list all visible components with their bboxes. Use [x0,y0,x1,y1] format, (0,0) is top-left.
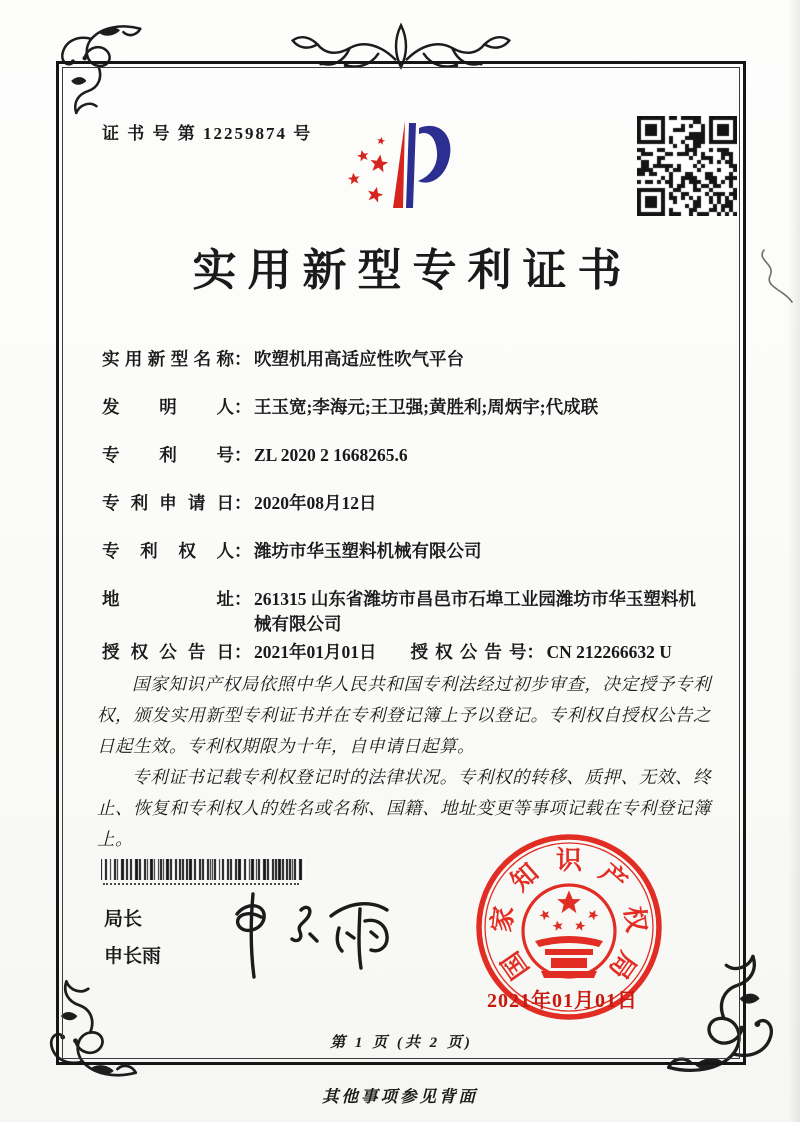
field-row-patent-number [102,443,703,468]
field-colon: ： [234,589,252,609]
field-colon: ： [234,541,252,561]
field-value: 王玉宽;李海元;王卫强;黄胜利;周炳宇;代成联 [254,397,599,417]
field-value: 2020年08月12日 [254,493,377,513]
field-label: 专利申请日 [102,493,234,513]
grant-date-value: 2021年01月01日 [254,642,377,662]
grant-number-label: 授权公告号 [410,642,527,662]
director-block [104,908,161,969]
legal-paragraph-2: 专利证书记载专利权登记时的法律状况。专利权的转移、质押、无效、终止、恢复和专利权人的姓名或名称、国籍、地址变更等事项记载在专利登记簿上。 [97,767,711,849]
director-name: 申长雨 [104,946,162,967]
field-label: 发明人 [102,397,234,417]
field-colon: ： [526,642,544,662]
seal-char: 权 [619,904,651,934]
logo-red-wedge [393,121,405,208]
logo-blue-p-bowl [418,126,450,183]
field-colon: ： [234,642,252,662]
legal-body-text [97,669,711,855]
field-colon: ： [234,493,252,513]
field-label: 地址 [102,589,234,609]
field-row-address [102,587,703,637]
qr-code [637,116,737,216]
seal-char: 识 [555,846,583,875]
seal-date: 2021年01月01日 [487,990,638,1012]
field-value: 潍坊市华玉塑料机械有限公司 [254,541,482,561]
scan-artifact-mark [752,244,798,314]
certificate-fields [102,347,703,688]
national-emblem [523,885,615,978]
barcode [101,859,305,880]
seal-char: 产 [593,857,633,897]
field-value: 吹塑机用高适应性吹气平台 [254,349,464,369]
field-row-filing-date [102,491,703,516]
field-row-name [102,347,703,372]
field-value: ZL 2020 2 1668265.6 [254,445,408,465]
field-colon: ： [234,445,252,465]
page-number: 第 1 页 (共 2 页) [330,1035,473,1051]
see-back-note: 其他事项参见背面 [322,1087,478,1106]
director-title: 局长 [104,909,143,930]
seal-char: 国 [495,946,535,985]
grant-date-label: 授权公告日 [102,642,234,662]
field-value: 261315 山东省潍坊市昌邑市石埠工业园潍坊市华玉塑料机械有限公司 [254,589,696,634]
field-colon: ： [234,349,252,369]
certificate-title: 实用新型专利证书 [192,246,633,295]
field-row-patentee [102,539,703,564]
legal-paragraph-1: 国家知识产权局依照中华人民共和国专利法经过初步审查，决定授予专利权，颁发实用新型专利证书并在专利登记簿上予以登记。专利权自授权公告之日起生效。专利权期限为十年，自申请日起算。 [97,674,711,756]
field-row-grant [102,640,703,665]
cnipa-logo [336,110,478,224]
field-label: 实用新型名称 [102,349,234,369]
field-label: 专利权人 [102,541,234,561]
grant-number-value: CN 212266632 U [546,642,672,662]
seal-char: 家 [487,904,519,934]
certificate-number: 证 书 号 第 12259874 号 [102,124,313,143]
seal-char: 局 [603,946,643,985]
director-handwritten-signature [213,884,413,984]
field-label: 专利号 [102,445,234,465]
logo-blue-bar [406,123,416,208]
field-colon: ： [234,397,252,417]
field-row-inventors [102,395,703,420]
seal-char: 知 [505,857,545,897]
